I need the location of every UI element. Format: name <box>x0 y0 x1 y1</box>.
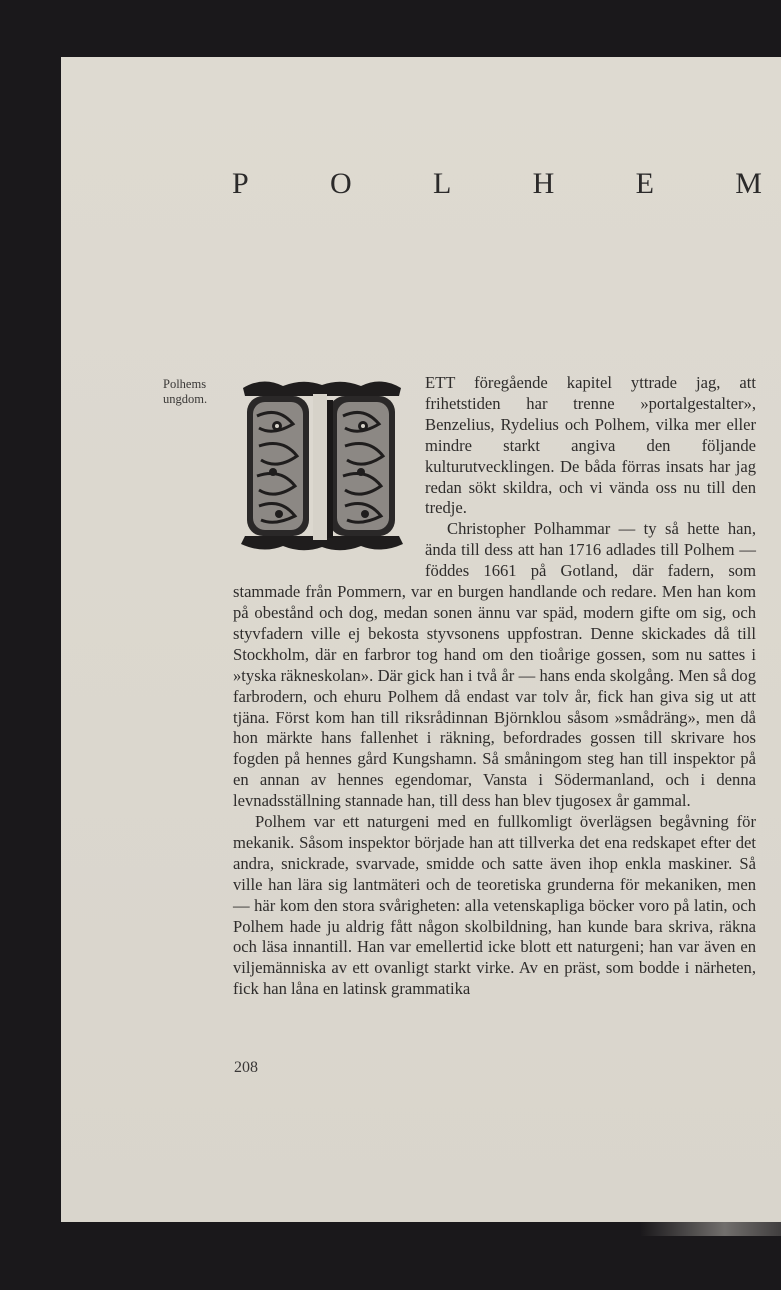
page-edge-shadow <box>640 1222 781 1236</box>
title-letter: E <box>635 167 654 200</box>
page-number: 208 <box>234 1059 258 1076</box>
title-letter: O <box>330 167 352 200</box>
title-letter: P <box>232 167 249 200</box>
margin-note <box>163 377 207 407</box>
margin-note-line: ungdom. <box>163 392 208 406</box>
margin-note-line: Polhems <box>163 377 207 391</box>
title-letter: M <box>735 167 762 200</box>
chapter-title <box>232 167 762 201</box>
title-letter: H <box>532 167 555 200</box>
paragraph: ETT föregående kapitel yttrade jag, att frihetstiden har trenne »portalgestalter», Benzelius, Rydelius och Polhem, vilka mer eller mindre starkt angiva den följande kulturutvecklingen. De båda förras insats har jag redan sökt skildra, och vi vända oss nu till den tredje. <box>425 373 756 518</box>
ornamental-drop-cap-icon <box>233 376 411 556</box>
paragraph: Christopher Polhammar — ty så hette han, ända till dess att han 1716 adlades till Polhem — föddes 1661 på Gotland, där fadern, som stammade från Pommern, var en burgen handlande och redare. Men han kom på obestånd och dog, medan sonen ännu var späd, modern gifte om sig, och styvfadern ville ej bekosta styvsonens uppfostran. Denne skickades då till Stockholm, där en farbror tog hand om den tioårige gossen, som nu sattes i »tyska räkneskolan». Där gick han i två år — hans enda skolgång. Men så dog farbrodern, och ehuru Polhem då endast var tolv år, fick han giva sig ut att tjäna. Först kom han till riksrådinnan Björnklou såsom »smådräng», men då hon märkte hans fallenhet i räkning, befordrades gossen till skrivare hos fogden på hennes gård Kungshamn. Så småningom steg han till inspektor på en annan av hennes egendomar, Vansta i Södermanland, och i denna levnadsställning stannade han, till dess han blev tjugosex år gammal. <box>233 519 756 811</box>
paragraph: Polhem var ett naturgeni med en fullkomligt överlägsen begåvning för mekanik. Såsom inspektor började han att tillverka det ena redskapet efter det andra, snickrade, svarvade, smidde och satte även ihop enkla maskiner. Så ville han lära sig lantmäteri och de teoretiska grunderna för mekaniken, men — här kom den stora svårigheten: alla vetenskapliga böcker voro på latin, och Polhem hade ju aldrig fått någon skolbildning, han kunde bara skriva, räkna och läsa innantill. Han var emellertid icke blott ett naturgeni; han var även en viljemänniska av ett ovanligt starkt virke. Av en präst, som bodde i närheten, fick han låna en latinsk grammatika <box>233 812 756 999</box>
title-letter: L <box>432 167 452 200</box>
